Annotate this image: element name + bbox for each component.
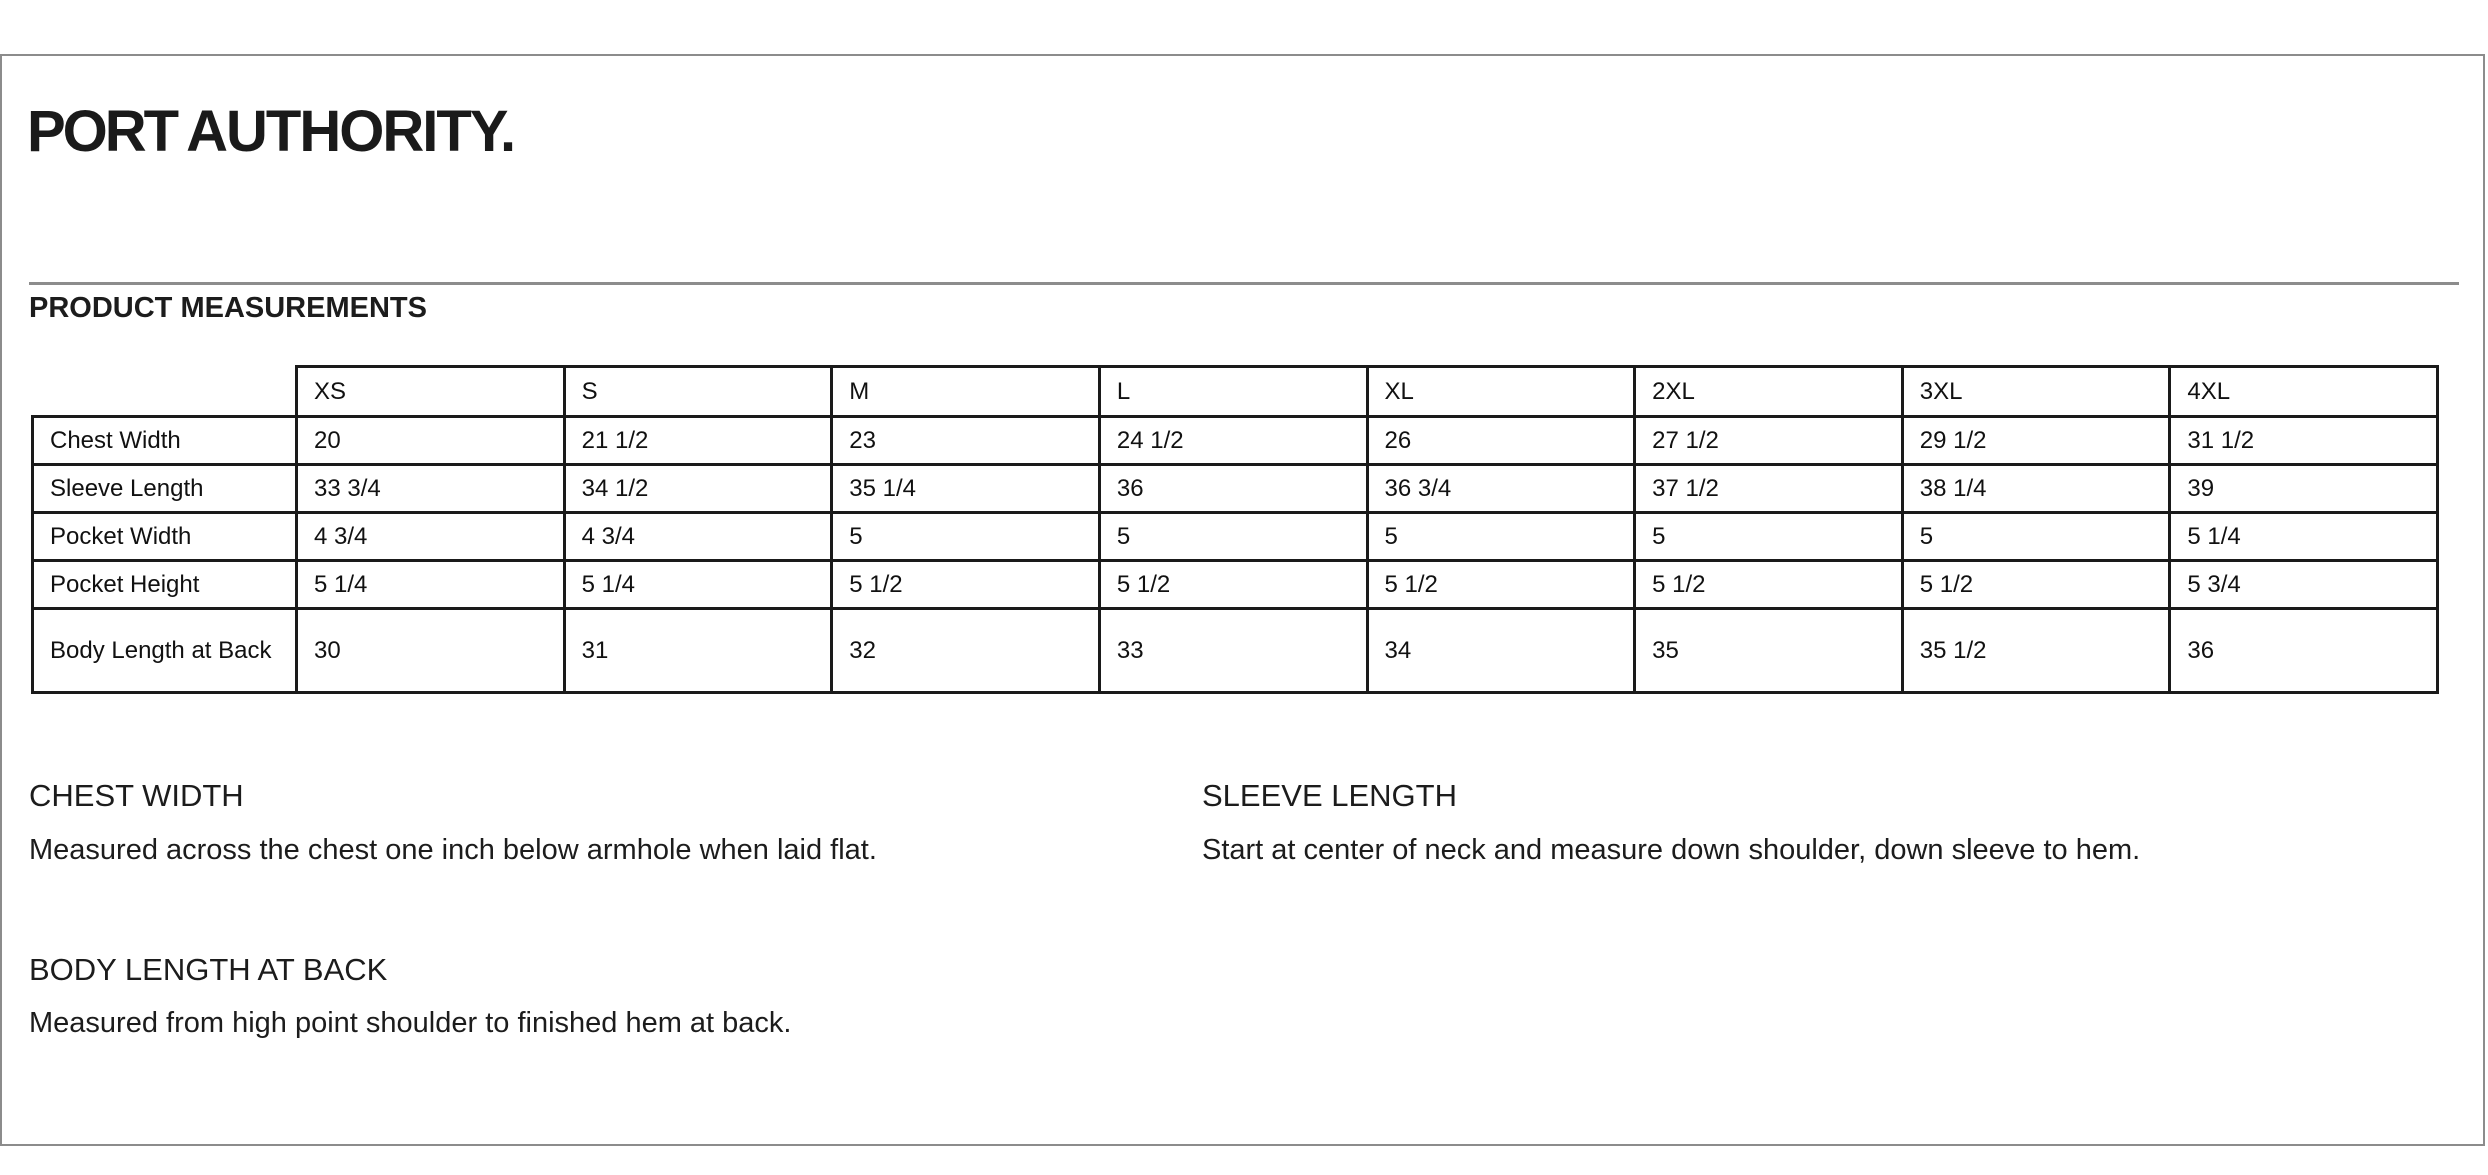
table-cell: 34 1/2 xyxy=(564,465,832,513)
table-cell: 29 1/2 xyxy=(1902,417,2170,465)
table-row-pocket-width xyxy=(33,513,2438,561)
table-cell: 24 1/2 xyxy=(1099,417,1367,465)
size-header-xl: XL xyxy=(1367,367,1635,417)
table-cell: 20 xyxy=(297,417,565,465)
table-cell: 26 xyxy=(1367,417,1635,465)
table-cell: 5 1/4 xyxy=(564,561,832,609)
table-cell: 5 1/2 xyxy=(1902,561,2170,609)
size-header-s: S xyxy=(564,367,832,417)
table-cell: 4 3/4 xyxy=(564,513,832,561)
table-cell: 21 1/2 xyxy=(564,417,832,465)
row-label-pocket-width: Pocket Width xyxy=(33,513,297,561)
logo-word-authority: AUTHORITY. xyxy=(186,99,515,164)
row-label-body-length: Body Length at Back xyxy=(33,609,297,693)
table-cell: 36 3/4 xyxy=(1367,465,1635,513)
table-row-sleeve-length xyxy=(33,465,2438,513)
table-cell: 27 1/2 xyxy=(1635,417,1903,465)
body-length-description: Measured from high point shoulder to finished hem at back. xyxy=(29,1007,792,1039)
table-cell: 5 1/2 xyxy=(832,561,1100,609)
row-label-pocket-height: Pocket Height xyxy=(33,561,297,609)
chest-width-description: Measured across the chest one inch below armhole when laid flat. xyxy=(29,834,877,866)
body-length-title: BODY LENGTH AT BACK xyxy=(29,952,388,987)
table-corner-cell xyxy=(33,367,297,417)
measurements-table xyxy=(31,365,2439,694)
table-cell: 38 1/4 xyxy=(1902,465,2170,513)
table-cell: 5 xyxy=(1099,513,1367,561)
table-cell: 5 1/2 xyxy=(1367,561,1635,609)
size-header-2xl: 2XL xyxy=(1635,367,1903,417)
size-header-xs: XS xyxy=(297,367,565,417)
table-row-body-length xyxy=(33,609,2438,693)
chest-width-title: CHEST WIDTH xyxy=(29,778,244,813)
size-header-4xl: 4XL xyxy=(2170,367,2438,417)
table-cell: 30 xyxy=(297,609,565,693)
table-cell: 5 3/4 xyxy=(2170,561,2438,609)
table-cell: 5 1/2 xyxy=(1099,561,1367,609)
table-header-row xyxy=(33,367,2438,417)
table-cell: 5 xyxy=(832,513,1100,561)
table-cell: 4 3/4 xyxy=(297,513,565,561)
row-label-chest-width: Chest Width xyxy=(33,417,297,465)
row-label-sleeve-length: Sleeve Length xyxy=(33,465,297,513)
table-cell: 39 xyxy=(2170,465,2438,513)
table-cell: 5 xyxy=(1635,513,1903,561)
table-cell: 36 xyxy=(2170,609,2438,693)
table-cell: 5 1/2 xyxy=(1635,561,1903,609)
table-cell: 5 xyxy=(1902,513,2170,561)
table-cell: 31 1/2 xyxy=(2170,417,2438,465)
table-cell: 33 xyxy=(1099,609,1367,693)
table-cell: 37 1/2 xyxy=(1635,465,1903,513)
table-row-pocket-height xyxy=(33,561,2438,609)
table-cell: 5 1/4 xyxy=(2170,513,2438,561)
header-divider xyxy=(29,282,2459,285)
table-cell: 32 xyxy=(832,609,1100,693)
table-cell: 36 xyxy=(1099,465,1367,513)
table-cell: 34 xyxy=(1367,609,1635,693)
table-cell: 5 1/4 xyxy=(297,561,565,609)
port-authority-logo xyxy=(27,99,515,164)
table-cell: 35 1/2 xyxy=(1902,609,2170,693)
table-cell: 31 xyxy=(564,609,832,693)
table-cell: 35 1/4 xyxy=(832,465,1100,513)
size-header-l: L xyxy=(1099,367,1367,417)
size-header-m: M xyxy=(832,367,1100,417)
section-heading: PRODUCT MEASUREMENTS xyxy=(29,292,427,324)
table-row-chest-width xyxy=(33,417,2438,465)
sleeve-length-description: Start at center of neck and measure down shoulder, down sleeve to hem. xyxy=(1202,834,2141,866)
size-header-3xl: 3XL xyxy=(1902,367,2170,417)
table-cell: 33 3/4 xyxy=(297,465,565,513)
table-cell: 5 xyxy=(1367,513,1635,561)
logo-word-port: PORT xyxy=(27,99,177,164)
table-cell: 23 xyxy=(832,417,1100,465)
sleeve-length-title: SLEEVE LENGTH xyxy=(1202,778,1457,813)
table-cell: 35 xyxy=(1635,609,1903,693)
